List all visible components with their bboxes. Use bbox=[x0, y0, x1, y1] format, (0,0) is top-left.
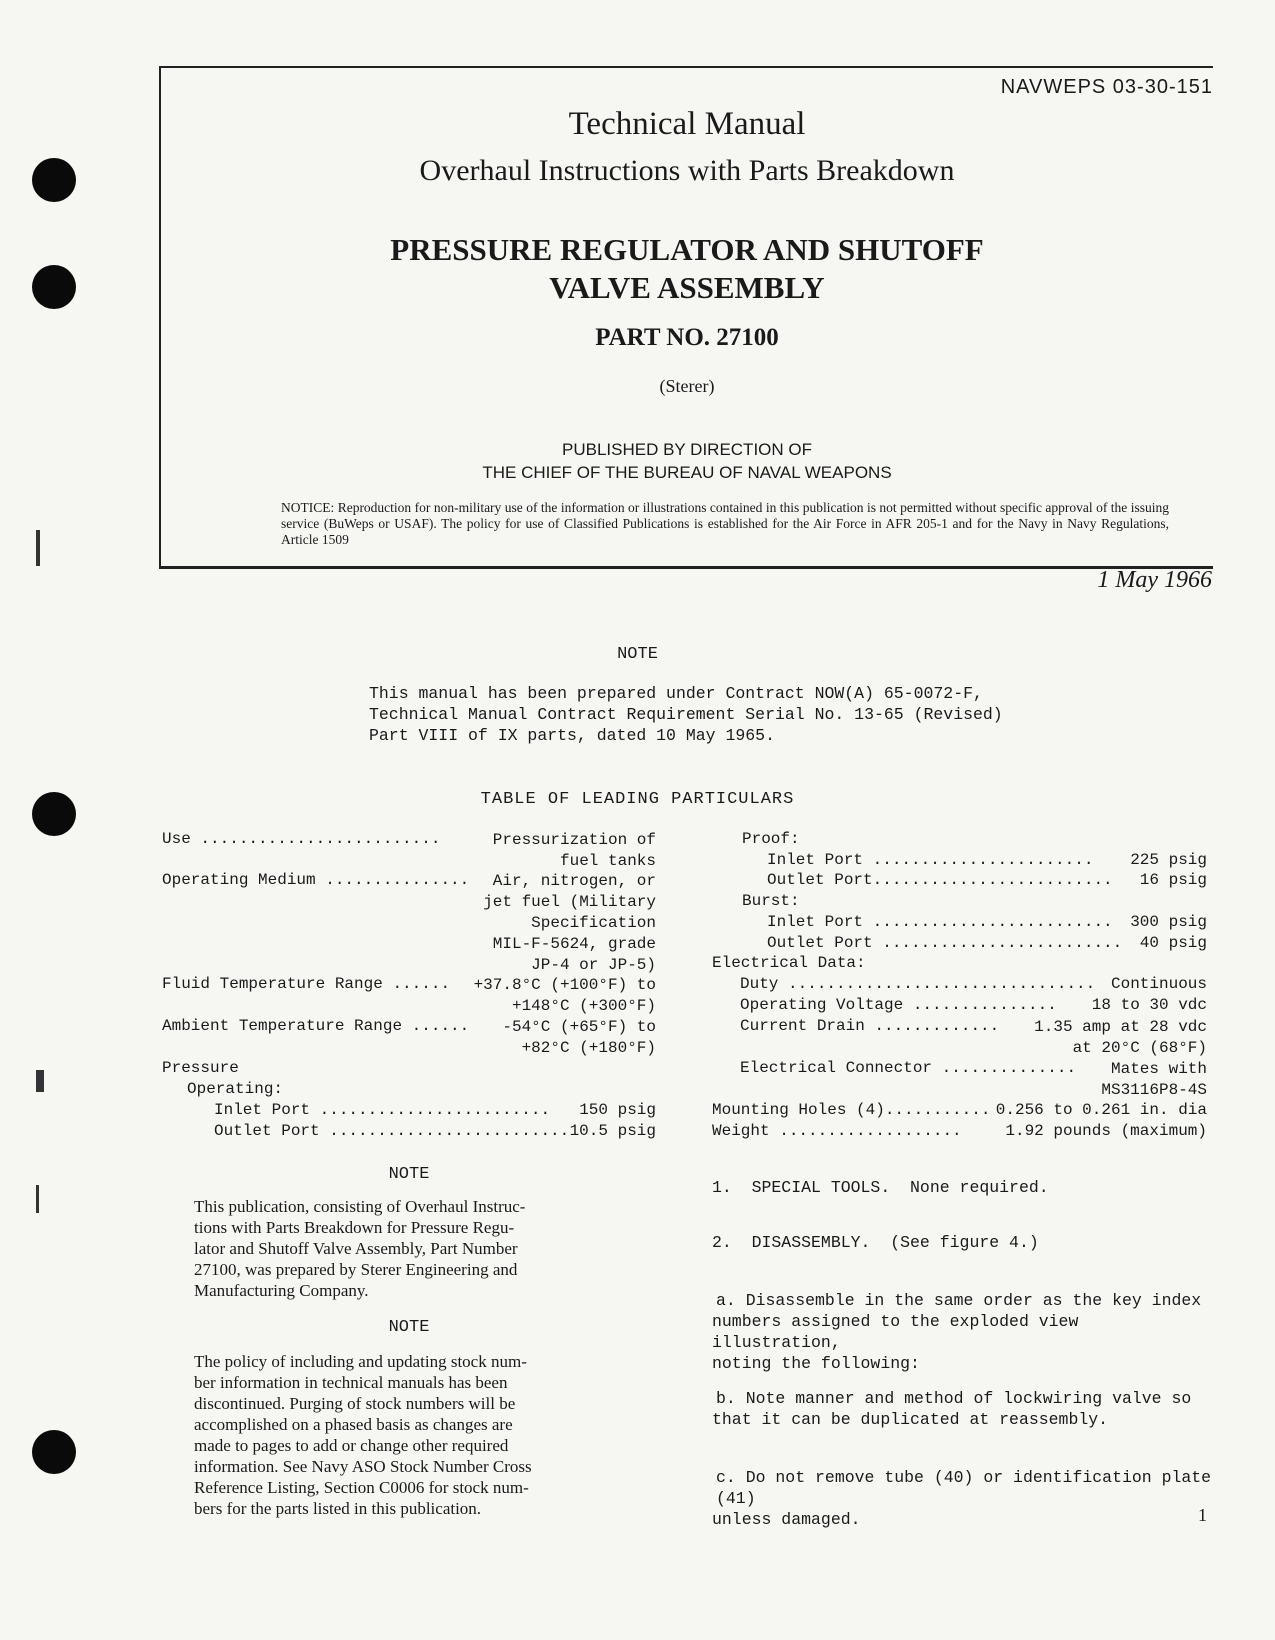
document-number: NAVWEPS 03-30-151 bbox=[1000, 76, 1213, 98]
operating-label: Operating: bbox=[187, 1080, 284, 1098]
fluid-temp-label: Fluid Temperature Range ...... bbox=[162, 975, 451, 993]
use-value bbox=[493, 830, 656, 872]
burst-inlet-value: 300 psig bbox=[1130, 913, 1207, 931]
notice: NOTICE: Reproduction for non-military use of the information or illustrations contained in this publication is not permitted without specific approval of the issuing service (BuWeps or USAF). The policy for use of Classified Publications is established for the Air Force in AFR 205-1 and for the Navy in Navy Regulations, Article 1509 bbox=[281, 500, 1169, 547]
proof-inlet-label: Inlet Port ....................... bbox=[767, 851, 1094, 869]
burst-outlet-label: Outlet Port ......................... bbox=[767, 934, 1123, 952]
value-line: Specification bbox=[531, 914, 656, 932]
burst-outlet-value: 40 psig bbox=[1139, 934, 1207, 952]
value-line: +82°C (+180°F) bbox=[521, 1039, 656, 1057]
step-a bbox=[712, 1290, 1212, 1374]
value-line: +37.8°C (+100°F) to bbox=[473, 976, 656, 994]
subject-line: PRESSURE REGULATOR AND SHUTOFF bbox=[390, 232, 984, 267]
binder-hole bbox=[32, 158, 76, 202]
publisher bbox=[161, 438, 1213, 484]
note-line: The policy of including and updating stock num- bbox=[194, 1352, 527, 1371]
value-line: fuel tanks bbox=[559, 852, 656, 870]
voltage-label: Operating Voltage ............... bbox=[740, 996, 1057, 1014]
medium-value bbox=[483, 871, 656, 976]
burst-label: Burst: bbox=[742, 892, 800, 910]
value-line: MS3116P8-4S bbox=[1101, 1081, 1207, 1099]
proof-outlet-label: Outlet Port......................... bbox=[767, 871, 1113, 889]
holes-label: Mounting Holes (4)........... bbox=[712, 1101, 991, 1119]
fluid-temp-value bbox=[474, 975, 656, 1017]
note-line: information. See Navy ASO Stock Number Cross bbox=[194, 1457, 532, 1476]
special-tools-section: 1. SPECIAL TOOLS. None required. bbox=[712, 1178, 1049, 1197]
subject-title bbox=[161, 231, 1213, 307]
burst-inlet-label: Inlet Port ......................... bbox=[767, 913, 1113, 931]
note-heading: NOTE bbox=[388, 1165, 430, 1184]
manufacturer: (Sterer) bbox=[659, 376, 715, 396]
connector-label: Electrical Connector .............. bbox=[740, 1059, 1077, 1077]
note-line: Part VIII of IX parts, dated 10 May 1965. bbox=[369, 726, 775, 745]
value-line: +148°C (+300°F) bbox=[511, 997, 656, 1015]
op-outlet-value: 10.5 psig bbox=[569, 1122, 656, 1140]
electrical-label: Electrical Data: bbox=[712, 954, 866, 972]
title-block bbox=[159, 66, 1213, 569]
note-line: This publication, consisting of Overhaul Instruc- bbox=[194, 1197, 526, 1216]
table-title: TABLE OF LEADING PARTICULARS bbox=[480, 790, 795, 809]
note-heading: NOTE bbox=[388, 1318, 430, 1337]
step-line: unless damaged. bbox=[712, 1510, 861, 1529]
note-contract bbox=[369, 683, 1029, 746]
step-line: that it can be duplicated at reassembly. bbox=[712, 1410, 1109, 1429]
proof-outlet-value: 16 psig bbox=[1139, 871, 1207, 889]
value-line: -54°C (+65°F) to bbox=[502, 1018, 656, 1036]
value-line: jet fuel (Military bbox=[483, 893, 656, 911]
disassembly-section: 2. DISASSEMBLY. (See figure 4.) bbox=[712, 1233, 1039, 1252]
note-line: made to pages to add or change other required bbox=[194, 1436, 509, 1455]
note-heading: NOTE bbox=[617, 645, 658, 664]
note-line: This manual has been prepared under Contract NOW(A) 65-0072-F, bbox=[369, 684, 983, 703]
pressure-label: Pressure bbox=[162, 1059, 239, 1077]
manual-title: Technical Manual bbox=[568, 106, 806, 142]
note-line: Technical Manual Contract Requirement Serial No. 13-65 (Revised) bbox=[369, 705, 1003, 724]
value-line: 1.35 amp at 28 vdc bbox=[1034, 1018, 1207, 1036]
op-inlet-label: Inlet Port ........................ bbox=[214, 1101, 551, 1119]
note-line: lator and Shutoff Valve Assembly, Part Number bbox=[194, 1239, 518, 1258]
binder-hole bbox=[32, 265, 76, 309]
note-line: Reference Listing, Section C0006 for stock num- bbox=[194, 1478, 529, 1497]
note-line: tions with Parts Breakdown for Pressure Regu- bbox=[194, 1218, 515, 1237]
publisher-line: THE CHIEF OF THE BUREAU OF NAVAL WEAPONS bbox=[482, 463, 892, 482]
note-line: Manufacturing Company. bbox=[194, 1281, 369, 1300]
voltage-value: 18 to 30 vdc bbox=[1091, 996, 1207, 1014]
step-line: noting the following: bbox=[712, 1354, 920, 1373]
step-b bbox=[712, 1388, 1212, 1430]
binder-hole bbox=[32, 1430, 76, 1474]
proof-label: Proof: bbox=[742, 830, 800, 848]
note-line: ber information in technical manuals has been bbox=[194, 1373, 508, 1392]
margin-mark bbox=[36, 1185, 39, 1213]
particulars-left bbox=[162, 830, 656, 1140]
margin-mark bbox=[36, 530, 40, 566]
holes-value: 0.256 to 0.261 in. dia bbox=[995, 1101, 1207, 1119]
ambient-temp-value bbox=[502, 1017, 656, 1059]
note-line: bers for the parts listed in this publication. bbox=[194, 1499, 482, 1518]
use-label: Use ......................... bbox=[162, 830, 441, 848]
note-preparation bbox=[194, 1196, 644, 1301]
value-line: Air, nitrogen, or bbox=[492, 872, 656, 890]
note-stock-numbers bbox=[194, 1351, 644, 1519]
manual-subtitle: Overhaul Instructions with Parts Breakdown bbox=[419, 154, 955, 187]
part-number: PART NO. 27100 bbox=[595, 324, 779, 351]
value-line: JP-4 or JP-5) bbox=[531, 956, 656, 974]
value-line: Pressurization of bbox=[492, 831, 656, 849]
value-line: at 20°C (68°F) bbox=[1072, 1039, 1207, 1057]
duty-value: Continuous bbox=[1110, 975, 1207, 993]
publication-date: 1 May 1966 bbox=[1097, 567, 1212, 593]
note-line: 27100, was prepared by Sterer Engineering and bbox=[194, 1260, 518, 1279]
weight-label: Weight ................... bbox=[712, 1122, 962, 1140]
weight-value: 1.92 pounds (maximum) bbox=[1005, 1122, 1207, 1140]
note-line: discontinued. Purging of stock numbers will be bbox=[194, 1394, 516, 1413]
value-line: Mates with bbox=[1110, 1060, 1207, 1078]
step-line: b. Note manner and method of lockwiring valve so bbox=[716, 1389, 1192, 1408]
margin-mark bbox=[36, 1070, 44, 1092]
connector-value bbox=[1101, 1059, 1207, 1101]
step-line: c. Do not remove tube (40) or identification plate (41) bbox=[716, 1468, 1212, 1508]
drain-label: Current Drain ............. bbox=[740, 1017, 1000, 1035]
publisher-line: PUBLISHED BY DIRECTION OF bbox=[561, 440, 812, 459]
particulars-right bbox=[712, 830, 1207, 1150]
op-outlet-label: Outlet Port ......................... bbox=[214, 1122, 570, 1140]
proof-inlet-value: 225 psig bbox=[1130, 851, 1207, 869]
ambient-temp-label: Ambient Temperature Range ...... bbox=[162, 1017, 470, 1035]
op-inlet-value: 150 psig bbox=[579, 1101, 656, 1119]
subject-line: VALVE ASSEMBLY bbox=[549, 270, 825, 305]
page-number: 1 bbox=[1198, 1505, 1207, 1525]
note-line: accomplished on a phased basis as changes are bbox=[194, 1415, 513, 1434]
step-c bbox=[712, 1467, 1212, 1530]
duty-label: Duty ................................ bbox=[740, 975, 1096, 993]
step-line: numbers assigned to the exploded view illustration, bbox=[712, 1312, 1079, 1352]
value-line: MIL-F-5624, grade bbox=[492, 935, 656, 953]
medium-label: Operating Medium ............... bbox=[162, 871, 470, 889]
drain-value bbox=[1034, 1017, 1207, 1059]
step-line: a. Disassemble in the same order as the key index bbox=[716, 1291, 1202, 1310]
